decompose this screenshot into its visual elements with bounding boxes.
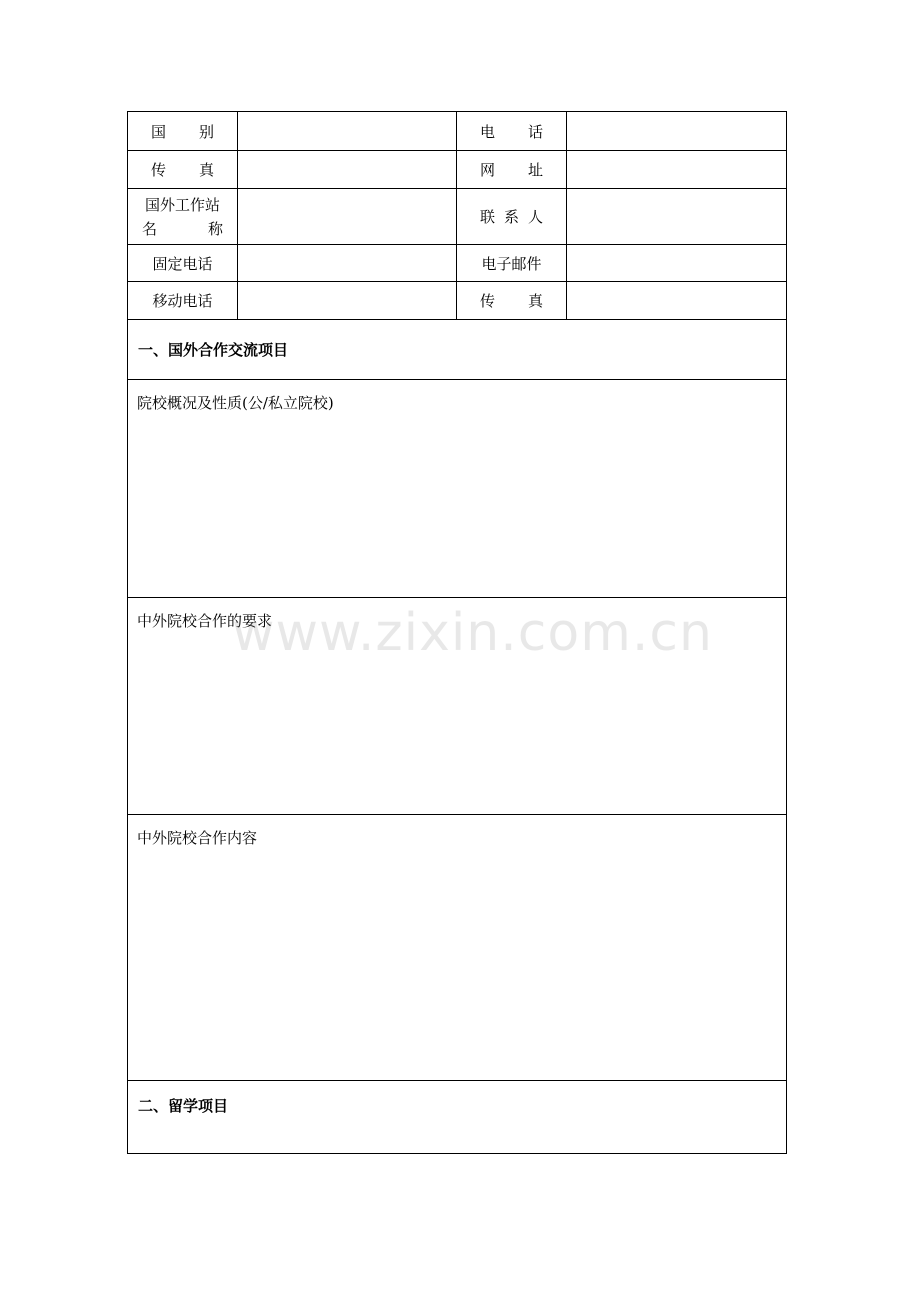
row-block2 xyxy=(128,598,787,815)
field-email[interactable] xyxy=(567,245,787,282)
row-section2 xyxy=(128,1081,787,1154)
label-fax-2: 传 真 xyxy=(457,282,567,320)
application-form xyxy=(127,111,787,1154)
block-cooperation-content-label: 中外院校合作内容 xyxy=(137,829,258,847)
label-country: 国 别 xyxy=(128,112,238,151)
label-mobile: 移动电话 xyxy=(128,282,238,320)
label-station-name: 国外工作站 名 称 xyxy=(128,189,238,245)
field-landline[interactable] xyxy=(238,245,457,282)
label-contact: 联 系 人 xyxy=(457,189,567,245)
label-website: 网 址 xyxy=(457,151,567,189)
field-contact[interactable] xyxy=(567,189,787,245)
label-landline: 固定电话 xyxy=(128,245,238,282)
block-cooperation-requirements-label: 中外院校合作的要求 xyxy=(137,612,273,630)
block-school-overview[interactable] xyxy=(128,380,787,598)
field-country[interactable] xyxy=(238,112,457,151)
watermark: www.zixin.com.cn xyxy=(232,603,713,663)
row-country xyxy=(128,112,787,151)
field-fax[interactable] xyxy=(238,151,457,189)
row-section1 xyxy=(128,320,787,380)
row-fax-website xyxy=(128,151,787,189)
row-block3 xyxy=(128,815,787,1081)
block-school-overview-label: 院校概况及性质(公/私立院校) xyxy=(137,394,334,412)
row-landline-email xyxy=(128,245,787,282)
row-mobile-fax xyxy=(128,282,787,320)
section2-title: 二、留学项目 xyxy=(128,1081,787,1154)
section1-title: 一、国外合作交流项目 xyxy=(128,320,787,380)
field-station-name[interactable] xyxy=(238,189,457,245)
label-email: 电子邮件 xyxy=(457,245,567,282)
block-cooperation-requirements[interactable] xyxy=(128,598,787,815)
field-mobile[interactable] xyxy=(238,282,457,320)
row-block1 xyxy=(128,380,787,598)
field-phone[interactable] xyxy=(567,112,787,151)
block-cooperation-content[interactable] xyxy=(128,815,787,1081)
label-phone: 电 话 xyxy=(457,112,567,151)
label-fax: 传 真 xyxy=(128,151,238,189)
row-station-contact xyxy=(128,189,787,245)
field-website[interactable] xyxy=(567,151,787,189)
field-fax-2[interactable] xyxy=(567,282,787,320)
